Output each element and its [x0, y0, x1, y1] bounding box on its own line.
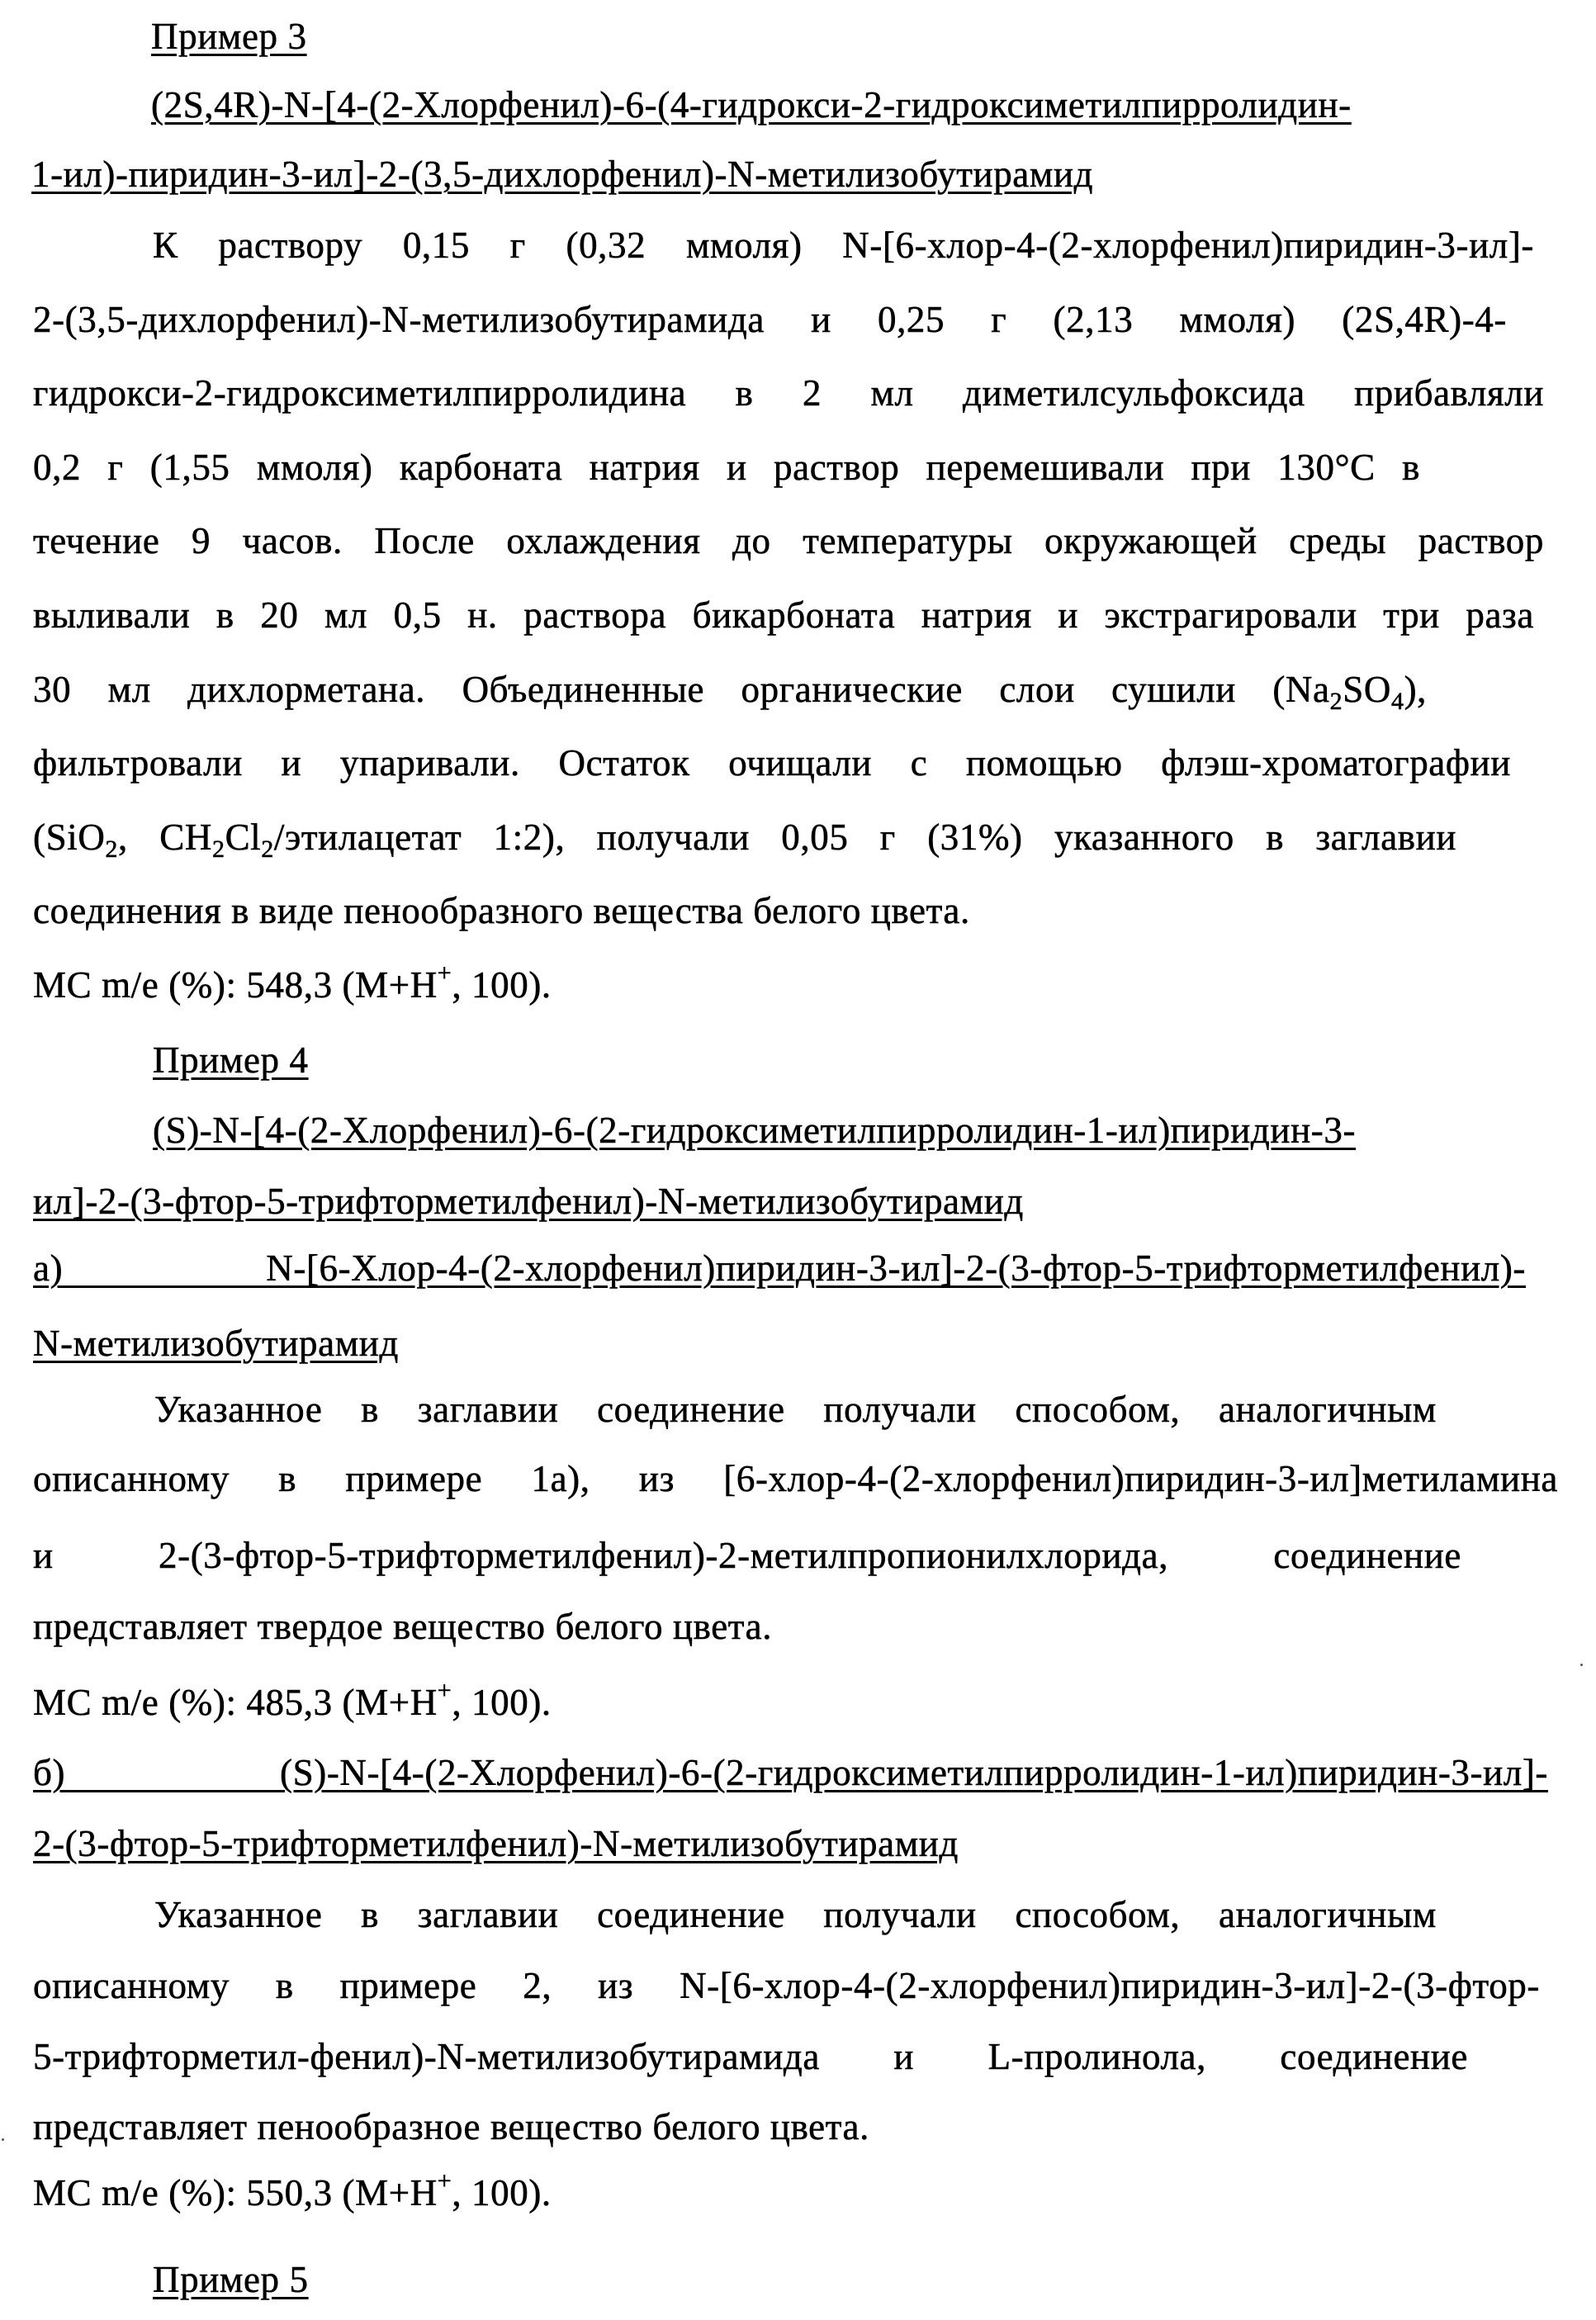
text-run: Cl: [225, 817, 262, 858]
example-4-heading: [153, 1040, 309, 1080]
example-3-body-line-9: [33, 817, 1456, 863]
subscript: 2: [211, 836, 225, 863]
step-a-body-line-1: Указанное в заглавии соединение получали способом, аналогичным: [154, 1389, 1437, 1430]
text-run: , 100).: [452, 964, 552, 1006]
superscript: +: [437, 2167, 452, 2195]
example-4-title-line-2-text: ил]-2-(3-фтор-5-трифторметилфенил)-N-метилизобутирамид: [33, 1181, 1024, 1222]
superscript: +: [437, 959, 452, 987]
step-b-body-line-3: 5-трифторметил-фенил)-N-метилизобутирамида и L-пролинола, соединение: [33, 2036, 1468, 2077]
step-b-title-line-2-text: 2-(3-фтор-5-трифторметилфенил)-N-метилизобутирамид: [33, 1823, 959, 1864]
subscript: 2: [1329, 688, 1343, 715]
step-b-title-line-1: б) (S)-N-[4-(2-Хлорфенил)-6-(2-гидроксиметилпирролидин-1-ил)пиридин-3-ил]-: [33, 1752, 1548, 1793]
step-a-body-line-2: описанному в примере 1а), из [6-хлор-4-(2-хлорфенил)пиридин-3-ил]метиламина: [33, 1458, 1558, 1499]
scan-speck: [2, 2138, 4, 2141]
example-3-heading: [151, 17, 307, 56]
subscript: 2: [261, 836, 274, 863]
text-run: МС m/e (%): 485,3 (M+H: [33, 1682, 438, 1723]
step-a-body-line-4: представляет твердое вещество белого цвета.: [33, 1606, 773, 1647]
text-run: МС m/e (%): 550,3 (M+H: [33, 2172, 438, 2213]
subscript: 4: [1390, 688, 1404, 715]
text-run: , 100).: [452, 1682, 552, 1723]
example-3-title-line-2-text: 1-ил)-пиридин-3-ил]-2-(3,5-дихлорфенил)-N-метилизобутирамид: [31, 154, 1094, 195]
example-3-body-line-6: выливали в 20 мл 0,5 н. раствора бикарбоната натрия и экстрагировали три раза: [33, 594, 1534, 636]
example-4-title-line-1: (S)-N-[4-(2-Хлорфенил)-6-(2-гидроксиметилпирролидин-1-ил)пиридин-3-: [153, 1110, 1357, 1151]
example-3-body-line-5: течение 9 часов. После охлаждения до температуры окружающей среды раствор: [33, 520, 1544, 561]
text-run: SO: [1343, 669, 1391, 710]
example-3-body-line-3: гидрокси-2-гидроксиметилпирролидина в 2 мл диметилсульфоксида прибавляли: [33, 372, 1544, 414]
text-run: , 100).: [452, 2172, 552, 2213]
example-3-heading-text: Пример 3: [151, 16, 307, 57]
superscript: +: [437, 1677, 452, 1704]
example-3-body-line-10: соединения в виде пенообразного вещества белого цвета.: [33, 890, 970, 931]
example-3-mass-spec: [33, 959, 552, 1006]
step-a-body-line-3: и 2-(3-фтор-5-трифторметилфенил)-2-метилпропионилхлорида, соединение: [33, 1535, 1461, 1576]
text-run: /этилацетат 1:2), получали 0,05 г (31%) указанного в заглавии: [273, 817, 1456, 858]
text-run: (SiO: [33, 817, 106, 858]
example-5-heading-text: Пример 5: [153, 2259, 309, 2300]
step-a-title-line-2: [33, 1323, 399, 1363]
example-3-body-line-2: 2-(3,5-дихлорфенил)-N-метилизобутирамида и 0,25 г (2,13 ммоля) (2S,4R)-4-: [33, 299, 1507, 340]
example-3-title-line-2: [31, 154, 1093, 194]
step-a-mass-spec: [33, 1677, 552, 1723]
step-a-title-line-2-text: N-метилизобутирамид: [33, 1323, 399, 1364]
example-3-body-line-4: 0,2 г (1,55 ммоля) карбоната натрия и раствор перемешивали при 130°C в: [33, 447, 1420, 488]
text-run: МС m/e (%): 548,3 (M+H: [33, 964, 438, 1006]
step-b-body-line-4: представляет пенообразное вещество белого цвета.: [33, 2106, 869, 2147]
step-a-title-line-1: а) N-[6-Хлор-4-(2-хлорфенил)пиридин-3-ил]-2-(3-фтор-5-трифторметилфенил)-: [33, 1248, 1526, 1289]
text-run: , CH: [118, 817, 212, 858]
example-5-heading: [153, 2260, 309, 2299]
example-3-body-line-8: фильтровали и упаривали. Остаток очищали с помощью флэш-хроматографии: [33, 742, 1511, 784]
example-4-heading-text: Пример 4: [153, 1039, 309, 1081]
step-b-title-line-2: [33, 1824, 959, 1863]
step-b-body-line-2: описанному в примере 2, из N-[6-хлор-4-(2-хлорфенил)пиридин-3-ил]-2-(3-фтор-: [33, 1965, 1540, 2006]
scan-speck: [1580, 1664, 1583, 1666]
subscript: 2: [105, 836, 119, 863]
step-b-mass-spec: [33, 2167, 552, 2213]
example-3-body-line-7: [33, 669, 1427, 715]
example-4-title-line-2: [33, 1181, 1024, 1221]
text-run: 30 мл дихлорметана. Объединенные органические слои сушили (Na: [33, 669, 1330, 710]
example-3-body-line-1: К раствору 0,15 г (0,32 ммоля) N-[6-хлор-4-(2-хлорфенил)пиридин-3-ил]-: [153, 225, 1534, 266]
step-b-body-line-1: Указанное в заглавии соединение получали способом, аналогичным: [154, 1894, 1437, 1935]
text-run: ),: [1404, 669, 1427, 710]
example-3-title-line-1: (2S,4R)-N-[4-(2-Хлорфенил)-6-(4-гидрокси-2-гидроксиметилпирролидин-: [151, 84, 1352, 125]
